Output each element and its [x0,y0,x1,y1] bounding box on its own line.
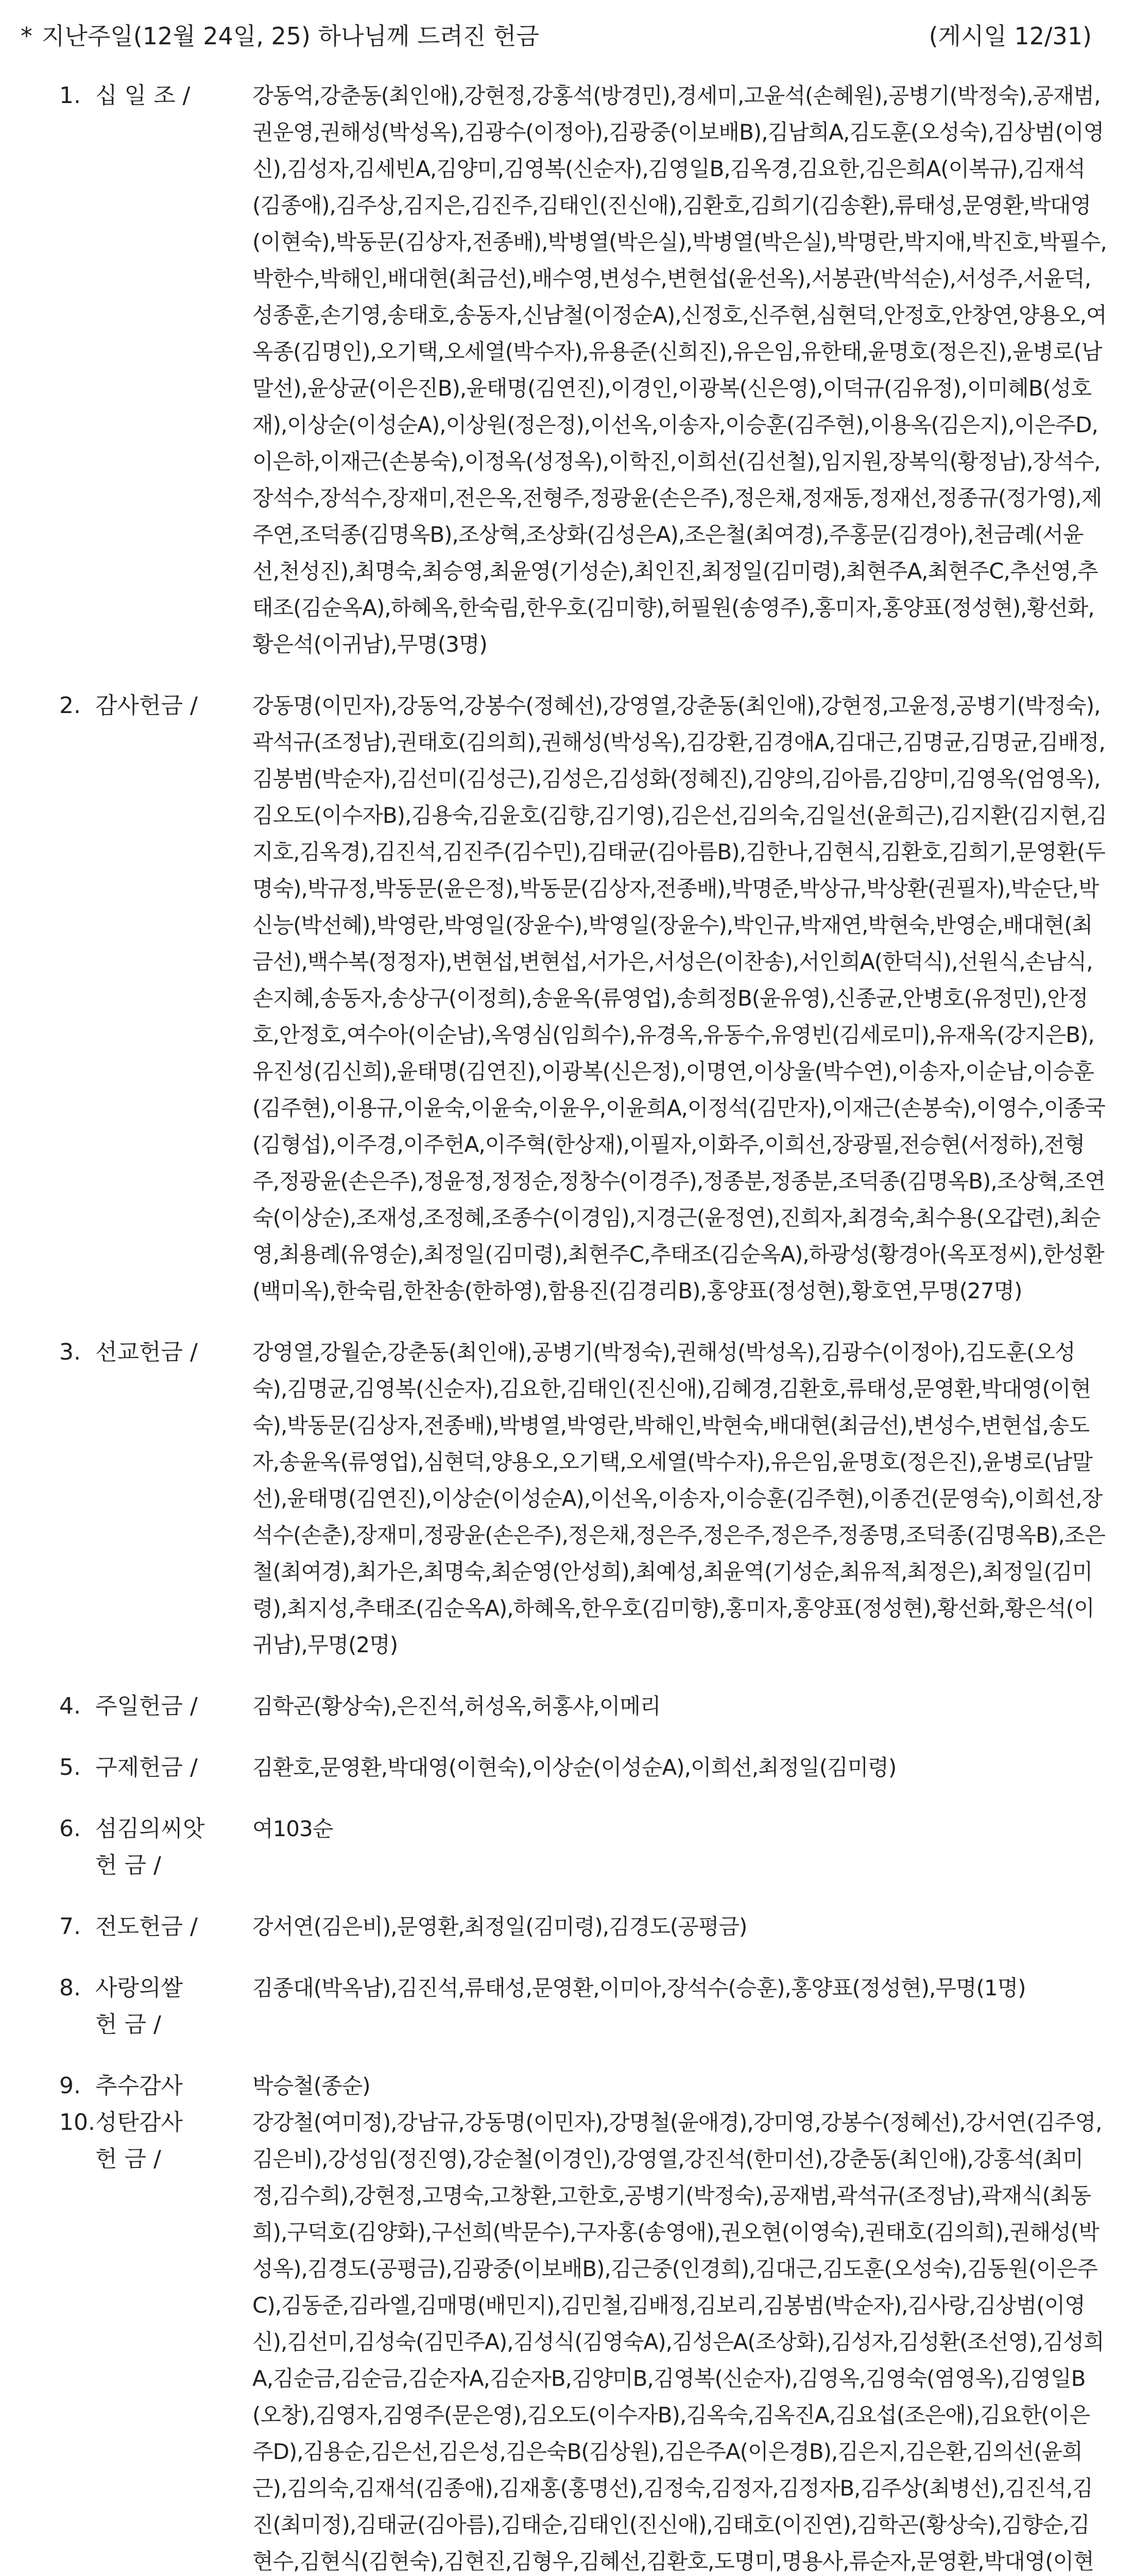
donor-list: 강영열,강월순,강춘동(최인애),공병기(박정숙),권해성(박성옥),김광수(이정아),김도훈(오성숙),김명균,김영복(신순자),김요한,김태인(진신애),김혜경,김환호,류태성,문영환,박대영(이현숙),박동문(김상자,전종배),박병열,박영란,박해인,박현숙,배대현(최금선),변성수,변현섭,송도자,송윤옥(류영업),심현덕,양용오,오기택,오세열(박수자),유은임,윤명호(정은진),윤병로(남말선),윤태명(김연진),이상순(이성순A),이선옥,이송자,이승훈(김주현),이종건(문영숙),이희선,장석수(손춘),장재미,정광윤(손은주),정은채,정은주,정은주,정은주,정종명,조덕종(김명옥B),조은철(최여경),최가은,최명숙,최순영(안성희),최예성,최윤역(기성순,최유적,최정은),최정일(김미령),최지성,추태조(김순옥A),하혜옥,한우호(김미향),홍미자,홍양표(정성현),황선화,황은석(이귀남),무명(2명) [252,1340,1105,1657]
section-label [59,687,252,724]
section-title: 섬김의씨앗 [95,1816,205,1842]
section-title: 사랑의쌀 [95,1975,183,2001]
bullet-star: * [21,22,32,50]
section-title: 성탄감사 [95,2109,183,2136]
section-relief [0,1749,1133,1786]
section-number: 7. [59,1913,81,1940]
section-title: 구제헌금 / [95,1754,198,1781]
section-evangelism [0,1908,1133,1945]
offering-sections [0,77,1133,2576]
donor-list: 여103순 [252,1816,333,1841]
section-number: 1. [59,82,81,109]
report-header [21,15,1112,57]
section-label [59,1749,252,1786]
section-title: 주일헌금 / [95,1693,198,1719]
donor-list: 박승철(종순) [252,2073,370,2098]
section-title-line2: 헌 금 / [95,2146,161,2172]
section-title: 감사헌금 / [95,692,198,719]
section-title-line2: 헌 금 / [95,1852,161,1878]
section-harvest [0,2067,1133,2104]
donor-list: 강서연(김은비),문영환,최정일(김미령),김경도(공평금) [252,1914,747,1939]
donor-list: 강동명(이민자),강동억,강봉수(정혜선),강영열,강춘동(최인애),강현정,고윤정,공병기(박정숙),곽석규(조정남),권태호(김의희),권해성(박성옥),김강환,김경애A,김대근,김명균,김명균,김배정,김봉범(박순자),김선미(김성근),김성은,김성화(정혜진),김양의,김아름,김양미,김영옥(엄영옥),김오도(이수자B),김용숙,김윤호(김향,김기영),김은선,김의숙,김일선(윤희근),김지환(김지현,김지호,김옥경),김진석,김진주(김수민),김태균(김아름B),김한나,김현식,김환호,김희기,문영환(두명숙),박규정,박동문(윤은정),박동문(김상자,전종배),박명준,박상규,박상환(권필자),박순단,박신능(박선혜),박영란,박영일(장윤수),박영일(장윤수),박인규,박재연,박현숙,반영순,배대현(최금선),백수복(정정자),변현섭,변현섭,서가은,서성은(이찬송),서인희A(한덕식),선원식,손남식,손지혜,송동자,송상구(이정희),송윤옥(류영업),송희정B(윤유영),신종균,안병호(유정민),안정호,안정호,여수아(이순남),옥영심(임희수),유경옥,유동수,유영빈(김세로미),유재옥(강지은B),유진성(김신희),윤태명(김연진),이광복(신은정),이명연,이상울(박수연),이송자,이순남,이승훈(김주현),이용규,이윤숙,이윤숙,이윤우,이윤희A,이정석(김만자),이재근(손봉숙),이영수,이종국(김형섭),이주경,이주헌A,이주혁(한상재),이필자,이화주,이희선,장광필,전승현(서정하),전형주,정광윤(손은주),정윤정,정정순,정창수(이경주),정종분,정종분,조덕종(김명옥B),조상혁,조연숙(이상순),조재성,조정혜,조종수(이경임),지경근(윤정연),진희자,최경숙,최수용(오갑련),최순영,최용례(유영순),최정일(김미령),최현주C,추태조(김순옥A),하광성(황경아(옥포정씨),한성환(백미옥),한숙림,한찬송(한하영),함용진(김경리B),홍양표(정성현),황호연,무명(27명) [252,693,1107,1303]
report-title: 지난주일(12월 24일, 25) 하나님께 드려진 헌금 [42,22,539,50]
section-title: 전도헌금 / [95,1913,198,1940]
section-mission [0,1334,1133,1663]
section-title: 추수감사 [95,2073,183,2099]
section-label [59,1970,252,2043]
section-title-line2: 헌 금 / [95,2011,161,2038]
section-title: 십 일 조 / [95,82,191,109]
section-tithe [0,77,1133,663]
section-number: 10. [59,2109,95,2136]
section-title: 선교헌금 / [95,1339,198,1365]
posted-date: (게시일 12/31) [929,22,1092,50]
section-love-rice [0,1970,1133,2043]
donor-list: 김종대(박옥남),김진석,류태성,문영환,이미아,장석수(승훈),홍양표(정성현),무명(1명) [252,1975,1026,2001]
section-number: 5. [59,1754,81,1781]
section-label [59,2067,252,2104]
donor-list: 강동억,강춘동(최인애),강현정,강홍석(방경민),경세미,고윤석(손혜원),공병기(박정숙),공재범,권운영,권해성(박성옥),김광수(이정아),김광중(이보배B),김남희A,김도훈(오성숙),김상범(이영신),김성자,김세빈A,김양미,김영복(신순자),김영일B,김옥경,김요한,김은희A(이복규),김재석(김종애),김주상,김지은,김진주,김태인(진신애),김환호,김희기(김송환),류태성,문영환,박대영(이현숙),박동문(김상자,전종배),박병열(박은실),박병열(박은실),박명란,박지애,박진호,박필수,박한수,박해인,배대현(최금선),배수영,변성수,변현섭(윤선옥),서봉관(박석순),서성주,서윤덕,성종훈,손기영,송태호,송동자,신남철(이정순A),신정호,신주현,심현덕,안정호,안창연,양용오,여옥종(김명인),오기택,오세열(박수자),유용준(신희진),유은임,유한태,윤명호(정은진),윤병로(남말선),윤상균(이은진B),윤태명(김연진),이경인,이광복(신은영),이덕규(김유정),이미혜B(성호재),이상순(이성순A),이상원(정은정),이선옥,이송자,이승훈(김주현),이용옥(김은지),이은주D,이은하,이재근(손봉숙),이정옥(성정옥),이학진,이희선(김선철),임지원,장복익(황정남),장석수,장석수,장석수,장재미,전은옥,전형주,정광윤(손은주),정은채,정재동,정재선,정종규(정가영),제주연,조덕종(김명옥B),조상혁,조상화(김성은A),조은철(최여경),주홍문(김경아),천금례(서윤선,천성진),최명숙,최승영,최윤영(기성순),최인진,최정일(김미령),최현주A,최현주C,추선영,추태조(김순옥A),하혜옥,한숙림,한우호(김미향),허필원(송영주),홍미자,홍양표(정성현),황선화,황은석(이귀남),무명(3명) [252,83,1107,657]
section-label [59,2104,252,2177]
section-label [59,1334,252,1370]
section-serving-seed [0,1810,1133,1884]
section-number: 9. [59,2073,81,2099]
section-number: 4. [59,1693,81,1719]
section-label [59,1688,252,1724]
section-number: 8. [59,1975,81,2001]
section-sunday [0,1688,1133,1724]
section-label [59,1810,252,1884]
section-label [59,77,252,114]
donor-list: 강강철(여미정),강남규,강동명(이민자),강명철(윤애경),강미영,강봉수(정혜선),강서연(김주영,김은비),강성임(정진영),강순철(이경인),강영열,강진석(한미선),강춘동(최인애),강홍석(최미정,김수희),강현정,고명숙,고창환,고한호,공병기(박정숙),공재범,곽석규(조정남),곽재식(최동희),구덕호(김양화),구선희(박문수),구자홍(송영애),권오현(이영숙),권태호(김의희),권해성(박성옥),김경도(공평금),김광중(이보배B),김근중(인경희),김대근,김도훈(오성숙),김동원(이은주C),김동준,김라엘,김매명(배민지),김민철,김배정,김보리,김봉범(박순자),김사랑,김상범(이영신),김선미,김성숙(김민주A),김성식(김영숙A),김성은A(조상화),김성자,김성환(조선영),김성희A,김순금,김순금,김순자A,김순자B,김양미B,김영복(신순자),김영옥,김영숙(염영옥),김영일B(오창),김영자,김영주(문은영),김오도(이수자B),김옥숙,김옥진A,김요섭(조은애),김요한(이은주D),김용순,김은선,김은성,김은숙B(김상원),김은주A(이은경B),김은지,김은환,김의선(윤희근),김의숙,김재석(김종애),김재홍(홍명선),김정숙,김정자,김정자B,김주상(최병선),김진석,김진(최미정),김태균(김아름),김태순,김태인(진신애),김태호(이진연),김학곤(황상숙),김향순,김현수,김현식(김현숙),김현진,김형우,김혜선,김환호,도명미,명용사,류순자,문영환,박대영(이현 [252,2110,1104,2574]
section-thanksgiving [0,687,1133,1309]
donor-list: 김환호,문영환,박대영(이현숙),이상순(이성순A),이희선,최정일(김미령) [252,1755,897,1780]
donor-list: 김학곤(황상숙),은진석,허성옥,허홍샤,이메리 [252,1693,661,1719]
section-number: 2. [59,692,81,719]
section-number: 3. [59,1339,81,1365]
section-christmas [0,2104,1133,2576]
section-label [59,1908,252,1945]
section-number: 6. [59,1816,81,1842]
